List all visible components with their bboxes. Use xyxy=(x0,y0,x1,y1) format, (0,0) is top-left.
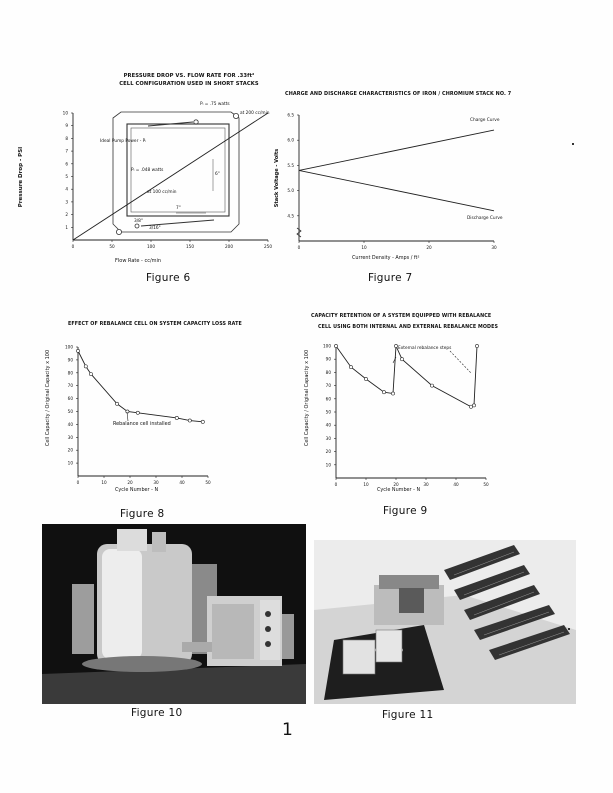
fig8-x-tick-label: 50 xyxy=(205,480,211,485)
fig9-caption: Figure 9 xyxy=(383,505,428,517)
fig6-x-tick-label: 250 xyxy=(264,244,272,249)
scan-speck xyxy=(568,628,570,630)
fig6-caption: Figure 6 xyxy=(146,272,191,284)
fig8-y-tick-label: 50 xyxy=(67,409,73,414)
fig7-title: CHARGE AND DISCHARGE CHARACTERISTICS OF IRON / CHROMIUM STACK NO. 7 xyxy=(285,91,512,97)
fig6-note-at-200: at 200 cc/min xyxy=(240,111,270,116)
fig9-data-point xyxy=(391,392,394,395)
fig10-caption: Figure 10 xyxy=(131,707,183,719)
fig9-data-point xyxy=(400,358,403,361)
fig8-y-label: Cell Capacity / Original Capacity x 100 xyxy=(45,349,51,447)
fig6-y-label: Pressure Drop - PSI xyxy=(18,146,24,208)
fig7-x-tick-label: 0 xyxy=(297,245,301,250)
fig8-y-tick-label: 10 xyxy=(67,460,73,466)
fig8-y-tick-label: 40 xyxy=(67,421,73,427)
fig7-y-tick-label: 6.0 xyxy=(287,137,294,143)
fig9-x-tick-label: 20 xyxy=(393,482,399,487)
fig6-note-p-mid: Pᵢ = .048 watts xyxy=(131,168,164,173)
fig6-x-tick-label: 100 xyxy=(147,244,155,249)
fig8-y-tick-label: 20 xyxy=(67,447,73,453)
fig6-dim-7: 7" xyxy=(176,206,181,211)
fig6-note-ideal-pump: Ideal Pump Power - Pᵢ xyxy=(100,139,146,144)
fig6-x-tick-label: 50 xyxy=(109,244,115,249)
fig9-y-label: Cell Capacity / Original Capacity x 100 xyxy=(304,349,310,447)
fig6-note-at-100: at 100 cc/min xyxy=(147,190,177,195)
fig9-x-label: Cycle Number - N xyxy=(377,487,421,493)
fig11-photo xyxy=(314,540,576,704)
fig8-x-tick-label: 40 xyxy=(179,480,185,485)
fig7-x-tick-label: 20 xyxy=(426,245,432,250)
fig8-y-tick-label: 90 xyxy=(67,357,73,363)
fig7-y-tick-label: 5.5 xyxy=(287,162,294,168)
fig6-title-line2: CELL CONFIGURATION USED IN SHORT STACKS xyxy=(119,81,259,87)
fig9-y-tick-label: 20 xyxy=(325,449,331,455)
fig6-y-tick-label: 4 xyxy=(65,186,68,192)
fig6-y-tick-label: 3 xyxy=(65,199,68,205)
scan-speck xyxy=(572,143,574,145)
fig9-x-tick-label: 0 xyxy=(334,482,338,487)
fig6-y-tick-label: 10 xyxy=(62,110,68,116)
fig6-x-tick-label: 200 xyxy=(225,244,233,249)
fig6-x-tick-label: 0 xyxy=(71,244,75,249)
fig8-y-tick-label: 70 xyxy=(67,383,73,389)
fig6-x-tick-label: 150 xyxy=(186,244,194,249)
fig6-y-tick-label: 6 xyxy=(65,161,68,167)
fig8-y-tick-label: 100 xyxy=(65,344,73,350)
fig9-y-tick-label: 50 xyxy=(325,409,331,415)
fig7-charge-label: Charge Curve xyxy=(470,118,500,123)
fig6-y-tick-label: 7 xyxy=(65,148,68,154)
fig9-y-tick-label: 80 xyxy=(325,369,331,375)
fig6-dim-6: 6" xyxy=(215,172,220,177)
fig8-annotation: Rebalance cell installed xyxy=(113,421,171,427)
fig9-y-tick-label: 70 xyxy=(325,383,331,389)
fig9-y-tick-label: 60 xyxy=(325,396,331,402)
fig9-data-point xyxy=(349,366,352,369)
fig9-y-tick-label: 10 xyxy=(325,462,331,468)
fig8-x-tick-label: 10 xyxy=(101,480,107,485)
fig8-x-tick-label: 20 xyxy=(127,480,133,485)
fig9-y-tick-label: 40 xyxy=(325,422,331,428)
fig9-data-point xyxy=(475,344,478,347)
fig9-data-point xyxy=(334,344,337,347)
fig9-x-tick-label: 50 xyxy=(483,482,489,487)
fig9-annotation: External rebalance steps xyxy=(398,346,452,351)
fig7-x-label: Current Density - Amps / ft² xyxy=(352,255,420,261)
fig9-title-line2: CELL USING BOTH INTERNAL AND EXTERNAL REBALANCE MODES xyxy=(318,325,499,330)
fig6-dim-a: 3/8" xyxy=(134,219,143,224)
fig11-caption: Figure 11 xyxy=(382,709,434,721)
fig7-y-label: Stack Voltage - Volts xyxy=(274,148,280,208)
fig8-y-tick-label: 80 xyxy=(67,370,73,376)
fig9-x-tick-label: 10 xyxy=(363,482,369,487)
fig7-y-tick-label: 6.5 xyxy=(287,112,294,118)
fig7-y-tick-label: 4.5 xyxy=(287,213,294,219)
fig6-title-line1: PRESSURE DROP VS. FLOW RATE FOR .33ft² xyxy=(123,73,255,79)
page-number: 1 xyxy=(282,720,293,740)
fig9-x-tick-label: 40 xyxy=(453,482,459,487)
fig8-y-tick-label: 30 xyxy=(67,434,73,440)
fig6-y-tick-label: 2 xyxy=(65,212,68,218)
fig9-y-tick-label: 30 xyxy=(325,435,331,441)
fig9-data-point xyxy=(382,391,385,394)
fig9-series-line-0 xyxy=(336,346,477,407)
fig8-x-label: Cycle Number - N xyxy=(115,487,159,493)
fig10-equipment-illustration xyxy=(42,524,306,704)
fig7-x-tick-label: 10 xyxy=(361,245,367,250)
fig7-y-tick-label: 5.0 xyxy=(287,188,294,194)
fig9-y-tick-label: 90 xyxy=(325,356,331,362)
fig6-y-tick-label: 9 xyxy=(65,123,68,129)
fig6-note-p-top: Pᵢ = .75 watts xyxy=(200,102,230,107)
fig7-x-tick-label: 30 xyxy=(491,245,497,250)
fig9-x-tick-label: 30 xyxy=(423,482,429,487)
fig10-photo xyxy=(42,524,306,704)
fig6-x-label: Flow Rate - cc/min xyxy=(115,258,162,264)
fig6-dim-b: 3/16" xyxy=(149,226,161,231)
fig6-y-tick-label: 5 xyxy=(65,174,68,179)
fig9-data-point xyxy=(430,384,433,387)
fig9-y-tick-label: 100 xyxy=(323,343,331,349)
fig8-y-tick-label: 60 xyxy=(67,396,73,402)
fig6-y-tick-label: 8 xyxy=(65,135,68,141)
fig8-title: EFFECT OF REBALANCE CELL ON SYSTEM CAPACITY LOSS RATE xyxy=(68,322,242,327)
fig9-title-line1: CAPACITY RETENTION OF A SYSTEM EQUIPPED WITH REBALANCE xyxy=(311,314,492,319)
fig6-y-tick-label: 1 xyxy=(65,224,68,230)
fig8-x-tick-label: 30 xyxy=(153,480,159,485)
fig9-arrow-2 xyxy=(450,351,471,373)
fig9-data-point xyxy=(364,377,367,380)
fig11-equipment-illustration xyxy=(314,540,576,704)
fig8-x-tick-label: 0 xyxy=(76,480,80,485)
fig9-data-point xyxy=(472,404,475,407)
fig7-discharge-label: Discharge Curve xyxy=(467,216,503,221)
fig7-caption: Figure 7 xyxy=(368,272,413,284)
fig8-caption: Figure 8 xyxy=(120,508,165,520)
